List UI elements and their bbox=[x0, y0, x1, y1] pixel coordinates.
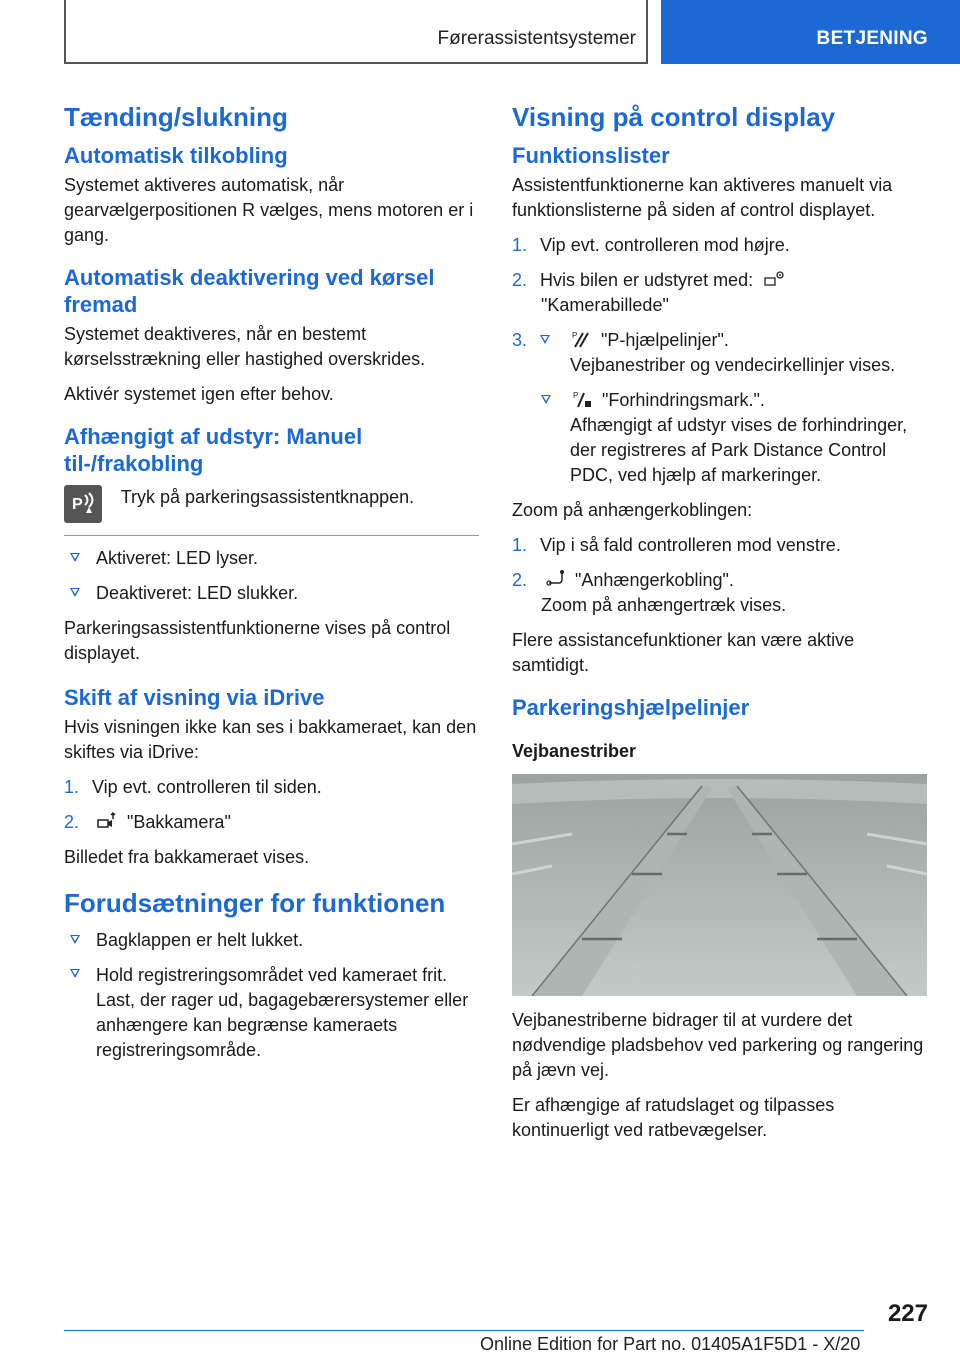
bullet-text: Hold registreringsområdet ved kameraet frit. Last, der rager ud, bagagebærersystemer eller anhængere kan begrænse kameraets registreringsområde. bbox=[96, 965, 469, 1060]
step-text: Vip i så fald controlleren mod venstre. bbox=[540, 535, 841, 555]
heading-auto-deactivation: Automatisk deaktivering ved kørsel fremad bbox=[64, 265, 435, 317]
list-item bbox=[64, 546, 479, 571]
list-item bbox=[512, 568, 927, 618]
text-switch-view: Hvis visningen ikke kan ses i bakkameraet, kan den skiftes via iDrive: bbox=[64, 717, 477, 762]
svg-text:P: P bbox=[573, 391, 579, 400]
text-image-shown: Billedet fra bakkameraet vises. bbox=[64, 847, 310, 867]
bullet-triangle-icon bbox=[540, 335, 550, 344]
list-item bbox=[64, 810, 479, 835]
heading-parking-lines: Parkeringshjælpelinjer bbox=[512, 695, 750, 720]
text-functions-shown: Parkeringsassistentfunktionerne vises på control displayet. bbox=[64, 618, 451, 663]
bullet-text: Bagklappen er helt lukket. bbox=[96, 930, 304, 950]
page-number: 227 bbox=[887, 1300, 928, 1327]
step-description: Zoom på anhængertræk vises. bbox=[541, 595, 787, 615]
step-number: 2. bbox=[512, 270, 528, 290]
list-item bbox=[512, 268, 927, 318]
list-item bbox=[64, 963, 479, 1063]
bullet-text: Deaktiveret: LED slukker. bbox=[96, 583, 299, 603]
step-text: "Forhindringsmark.". bbox=[602, 390, 765, 410]
button-instruction bbox=[64, 485, 479, 525]
bullet-triangle-icon bbox=[70, 588, 80, 597]
step-text-sub: "Kamerabillede" bbox=[541, 295, 669, 315]
svg-text:P: P bbox=[72, 496, 83, 513]
step-number: 1. bbox=[64, 777, 80, 797]
text-reactivate: Aktivér systemet igen efter behov. bbox=[64, 384, 334, 404]
bullet-triangle-icon bbox=[70, 553, 80, 562]
list-item bbox=[64, 775, 479, 800]
obstacle-marking-icon bbox=[572, 389, 594, 409]
bullet-text: Aktiveret: LED lyser. bbox=[96, 548, 259, 568]
lane-lines-illustration bbox=[512, 774, 927, 996]
step-text: Vip evt. controlleren til siden. bbox=[92, 777, 322, 797]
parking-assistant-button-icon bbox=[64, 485, 102, 523]
heading-control-display: Visning på control display bbox=[512, 102, 836, 132]
heading-auto-activation: Automatisk tilkobling bbox=[64, 143, 288, 168]
bullet-triangle-icon bbox=[70, 935, 80, 944]
step-number: 1. bbox=[512, 235, 528, 255]
text-auto-deactivation: Systemet deaktiveres, når en bestemt kørselsstrækning eller hastighed overskrides. bbox=[64, 324, 426, 369]
list-item bbox=[64, 928, 479, 953]
footer-edition: Online Edition for Part no. 01405A1F5D1 - X/20 bbox=[480, 1334, 861, 1354]
trailer-hitch-icon bbox=[545, 569, 567, 589]
left-column bbox=[64, 100, 479, 1073]
step-number: 1. bbox=[512, 535, 528, 555]
heading-switch-on-off: Tænding/slukning bbox=[64, 102, 288, 132]
header-tab-operation[interactable] bbox=[661, 0, 960, 64]
list-item bbox=[512, 233, 927, 258]
step-description: Vejbanestriber og vendecirkellinjer vises. bbox=[570, 355, 896, 375]
parking-lines-icon bbox=[571, 329, 593, 349]
heading-switch-view: Skift af visning via iDrive bbox=[64, 685, 325, 710]
heading-function-lists: Funktionslister bbox=[512, 143, 670, 168]
text-auto-activation: Systemet aktiveres automatisk, når gearvælgerpositionen R vælges, mens motoren er i gang. bbox=[64, 175, 474, 245]
step-text: Hvis bilen er udstyret med: bbox=[540, 270, 754, 290]
text-lanes-steering: Er afhængige af ratudslaget og tilpasses kontinuerligt ved ratbevægelser. bbox=[512, 1095, 835, 1140]
step-text: "P-hjælpelinjer". bbox=[601, 330, 729, 350]
footer-rule bbox=[64, 1330, 864, 1331]
subheading-lanes: Vejbanestriber bbox=[512, 741, 637, 761]
step-number: 2. bbox=[512, 570, 528, 590]
reversing-camera-icon bbox=[97, 811, 119, 831]
divider bbox=[64, 535, 479, 536]
text-zoom: Zoom på anhængerkoblingen: bbox=[512, 500, 753, 520]
right-column bbox=[512, 100, 927, 1153]
text-lanes-purpose: Vejbanestriberne bidrager til at vurdere det nødvendige pladsbehov ved parkering og rangering på jævn vej. bbox=[512, 1010, 924, 1080]
text-multiple-active: Flere assistancefunktioner kan være aktive samtidigt. bbox=[512, 630, 855, 675]
step-number: 3. bbox=[512, 330, 528, 350]
step-description: Afhængigt af udstyr vises de forhindringer, der registreres af Park Distance Control PDC, ved hjælp af markeringer. bbox=[570, 415, 908, 485]
svg-text:P: P bbox=[572, 331, 578, 340]
list-item bbox=[64, 581, 479, 606]
step-text: "Anhængerkobling". bbox=[575, 570, 734, 590]
list-item bbox=[512, 533, 927, 558]
list-item bbox=[512, 328, 927, 378]
bullet-triangle-icon bbox=[541, 395, 551, 404]
camera-settings-icon bbox=[764, 269, 786, 289]
step-text: "Bakkamera" bbox=[127, 812, 231, 832]
text-press-button: Tryk på parkeringsassistentknappen. bbox=[120, 487, 415, 507]
heading-manual-toggle: Afhængigt af udstyr: Manuel til-/frakobling bbox=[64, 424, 363, 476]
bullet-triangle-icon bbox=[70, 969, 80, 978]
step-number: 2. bbox=[64, 812, 80, 832]
heading-prerequisites: Forudsætninger for funktionen bbox=[64, 888, 446, 918]
header-tab-label: BETJENING bbox=[816, 28, 928, 49]
step-text: Vip evt. controlleren mod højre. bbox=[540, 235, 790, 255]
header-section-title: Førerassistentsystemer bbox=[437, 28, 636, 49]
list-item bbox=[512, 388, 927, 488]
text-function-lists: Assistentfunktionerne kan aktiveres manuelt via funktionslisterne på siden af control displayet. bbox=[512, 175, 893, 220]
